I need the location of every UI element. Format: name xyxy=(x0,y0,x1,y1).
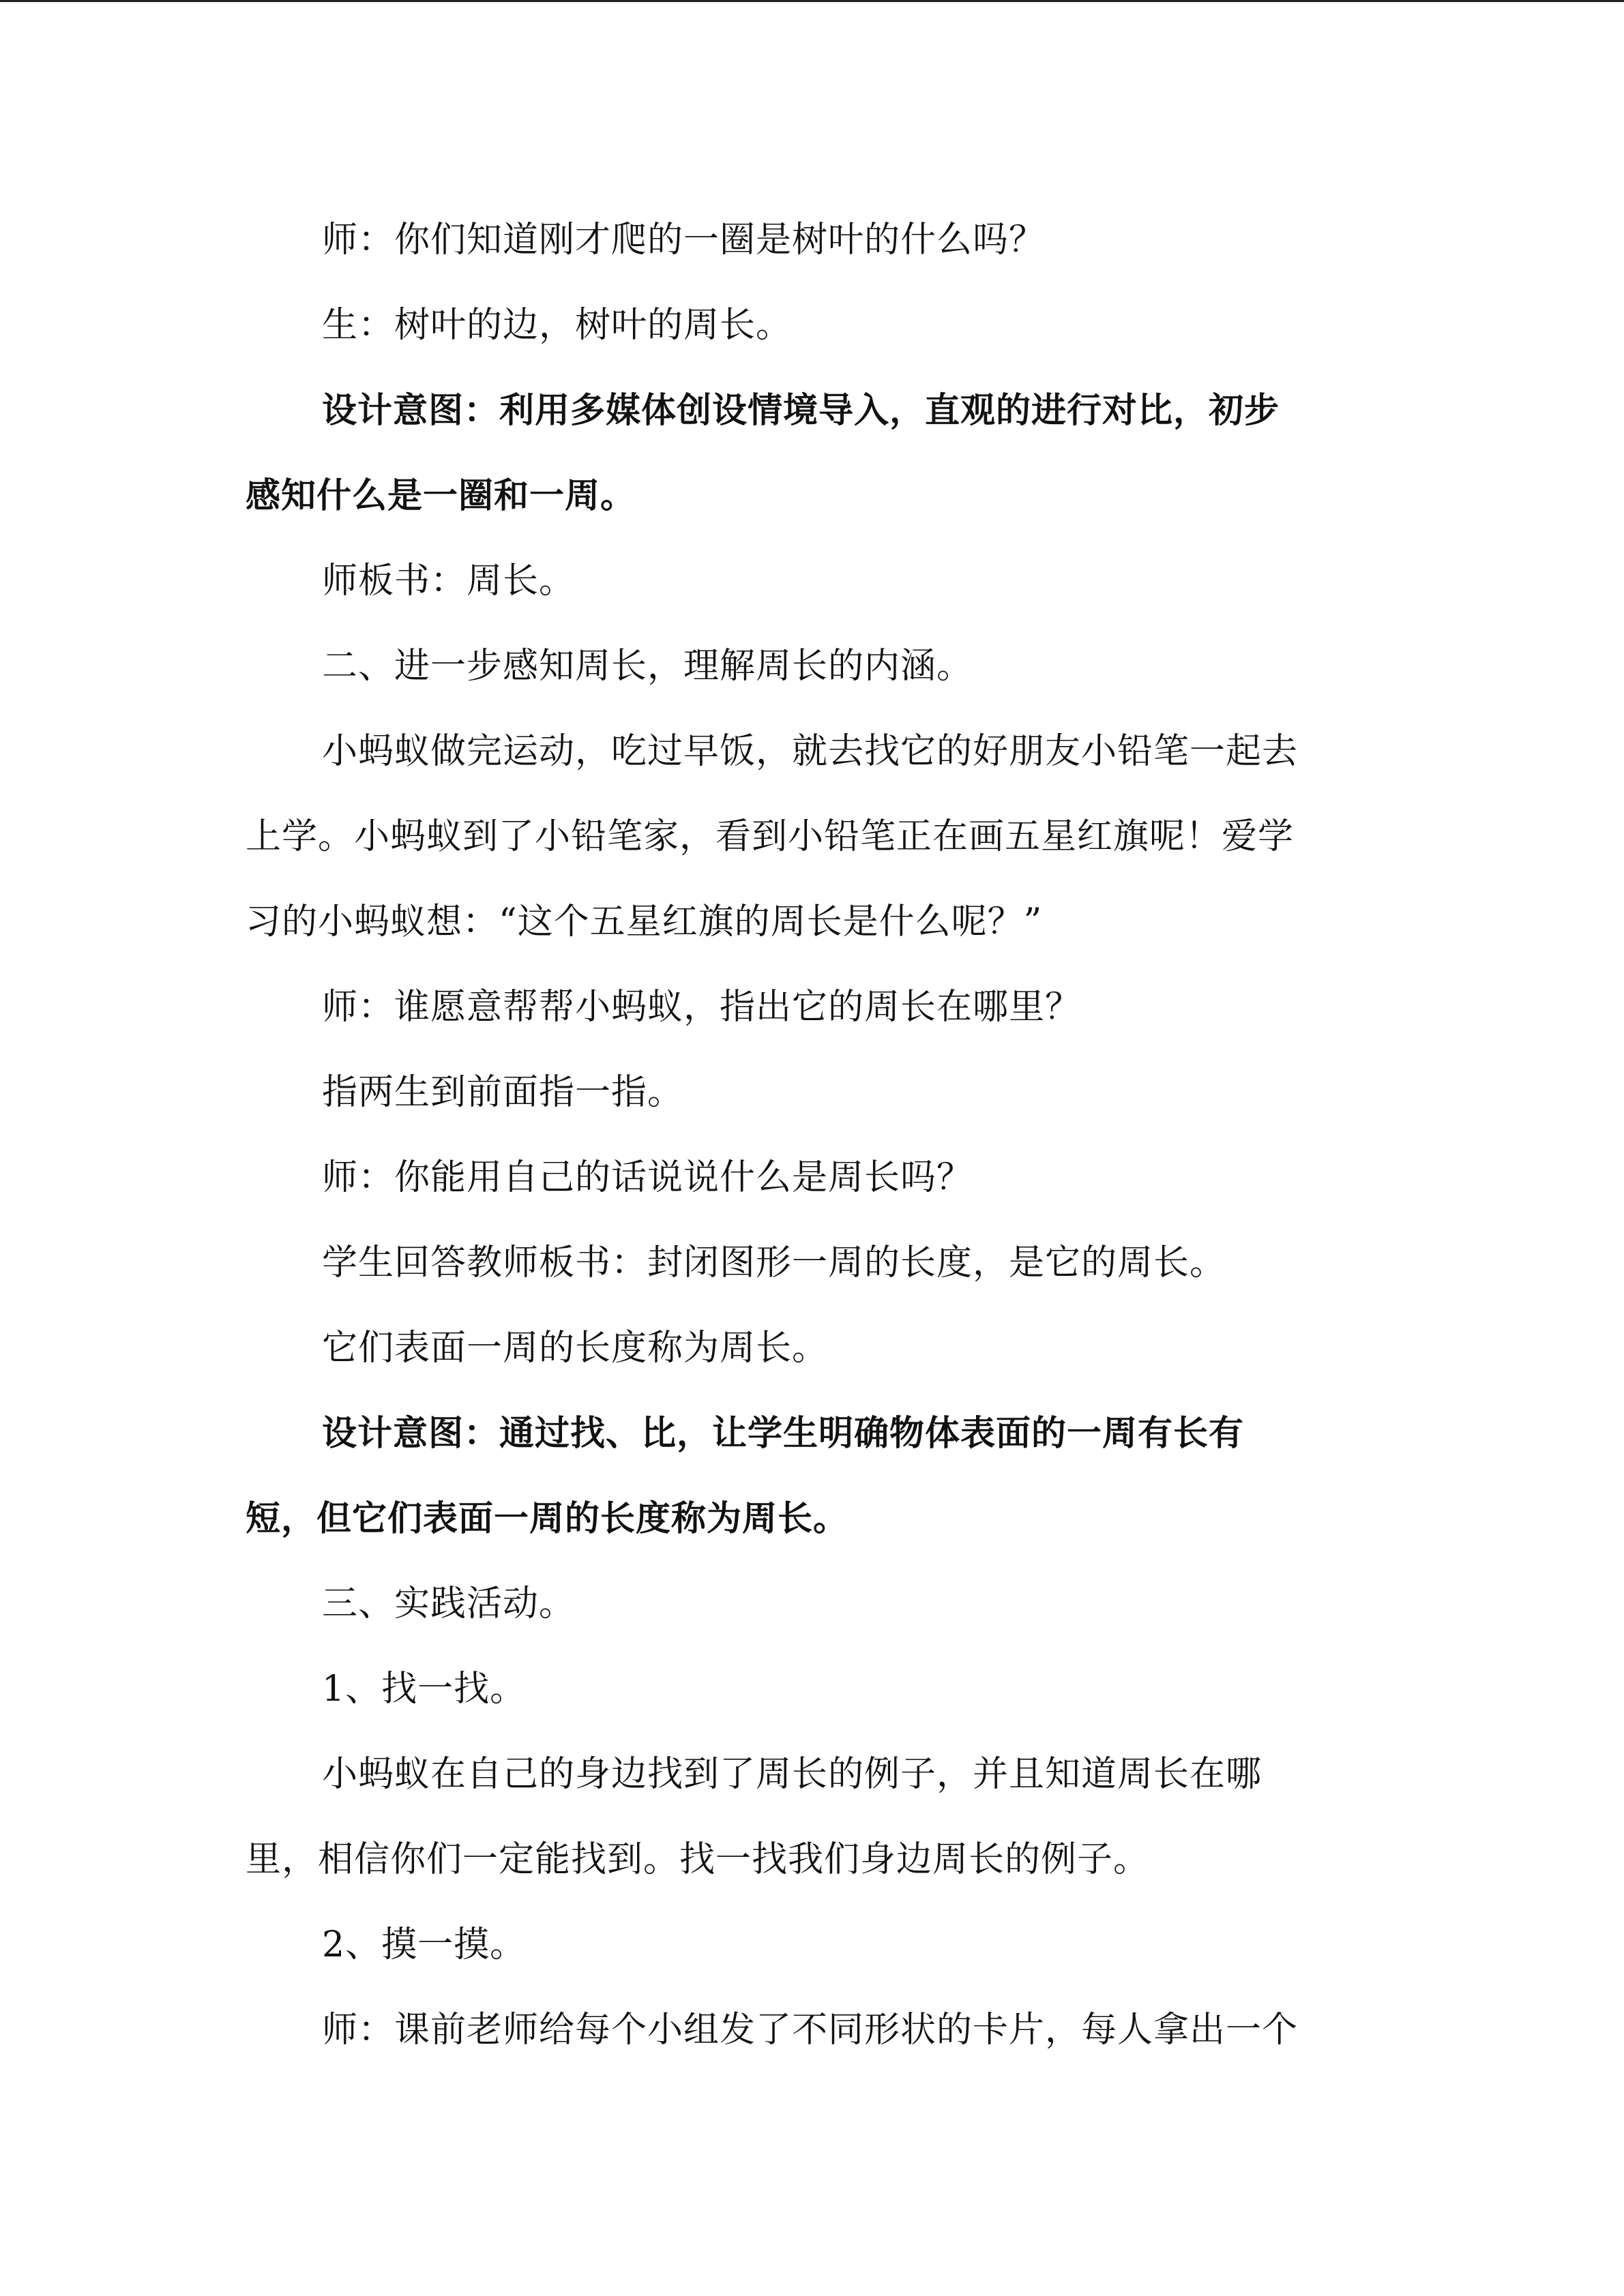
paragraph-11: 指两生到前面指一指。 xyxy=(322,1072,684,1113)
story-line-1: 小蚂蚁做完运动，吃过早饭，就去找它的好朋友小铅笔一起去 xyxy=(322,731,1299,772)
paragraph-12: 师：你能用自己的话说说什么是周长吗？ xyxy=(322,1157,973,1198)
design-intent-2-line-2: 短，但它们表面一周的长度称为周长。 xyxy=(246,1499,849,1539)
paragraph-14: 它们表面一周的长度称为周长。 xyxy=(322,1328,829,1369)
paragraph-13: 学生回答教师板书：封闭图形一周的长度，是它的周长。 xyxy=(322,1242,1226,1283)
paragraph-22: 师：课前老师给每个小组发了不同形状的卡片，每人拿出一个 xyxy=(322,2010,1299,2051)
section-heading-2: 二、进一步感知周长，理解周长的内涵。 xyxy=(322,646,973,687)
find-line-2: 里，相信你们一定能找到。找一找我们身边周长的例子。 xyxy=(246,1839,1150,1880)
document-body xyxy=(246,198,1364,2073)
design-intent-1-line-2: 感知什么是一圈和一周。 xyxy=(246,476,636,516)
subsection-find: 1、找一找。 xyxy=(322,1669,527,1710)
find-line-1: 小蚂蚁在自己的身边找到了周长的例子，并且知道周长在哪 xyxy=(322,1754,1263,1795)
section-heading-3: 三、实践活动。 xyxy=(322,1583,576,1624)
story-line-2: 上学。小蚂蚁到了小铅笔家，看到小铅笔正在画五星红旗呢！爱学 xyxy=(246,816,1295,857)
design-intent-1-line-1: 设计意图：利用多媒体创设情境导入，直观的进行对比，初步 xyxy=(322,391,1280,431)
paragraph-2: 生：树叶的边，树叶的周长。 xyxy=(322,305,793,346)
top-border-line xyxy=(0,0,1624,2)
paragraph-10: 师：谁愿意帮帮小蚂蚁，指出它的周长在哪里？ xyxy=(322,987,1082,1028)
subsection-touch: 2、摸一摸。 xyxy=(322,1924,527,1965)
paragraph-1: 师：你们知道刚才爬的一圈是树叶的什么吗？ xyxy=(322,220,1046,260)
paragraph-5: 师板书：周长。 xyxy=(322,561,576,601)
design-intent-2-line-1: 设计意图：通过找、比，让学生明确物体表面的一周有长有 xyxy=(322,1414,1245,1454)
story-line-3: 习的小蚂蚁想：“这个五星红旗的周长是什么呢？” xyxy=(246,901,1043,942)
